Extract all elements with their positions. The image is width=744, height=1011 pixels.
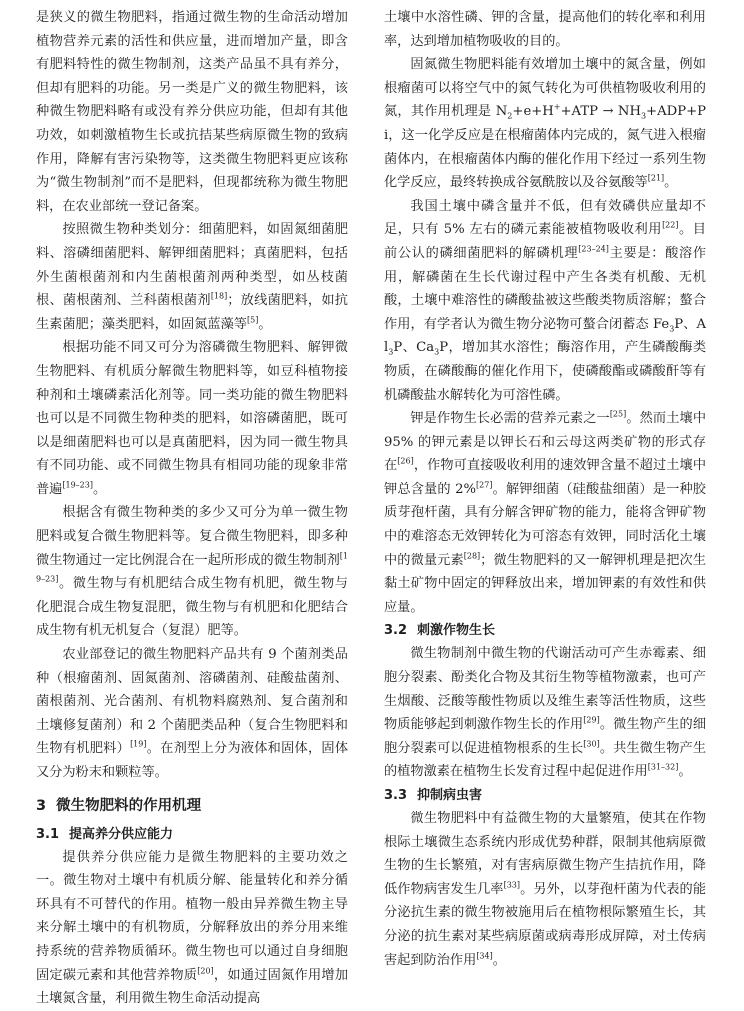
citation: [20] xyxy=(197,966,214,976)
right-column xyxy=(384,6,706,972)
subsection-heading: 3.2 刺激作物生长 xyxy=(384,623,496,639)
paragraph: 钾是作物生长必需的营养元素之一[25]。然而土壤中 95% 的钾元素是以钾长石和云母这两类矿物的形式存在[26]，作物可直接吸收利用的速效钾含量不超过土壤中钾总含量的 2%[27]。解钾细菌（硅酸盐细菌）是一种胶质芽孢杆菌，具有分解含钾矿物的能力，能将含钾矿物中的难溶态无效钾转化为可溶态有效钾，同时活化土壤中的微量元素[28]；微生物肥料的又一解钾机理是把次生黏土矿物中固定的钾释放出来，增加钾素的有效性和供应量。 xyxy=(384,409,707,615)
paragraph: 微生物肥料中有益微生物的大量繁殖，使其在作物根际土壤微生态系统内形成优势种群，限制其他病原微生物的生长繁殖，对有害病原微生物产生拮抗作用，降低作物病害发生几率[33]。另外，以芽孢杆菌为代表的能分泌抗生素的微生物被施用后在植物根际繁殖生长，其分泌的抗生素对某些病原菌或病毒形成屏障，对土传病害起到防治作用[34]。 xyxy=(384,811,707,968)
section-heading: 3 微生物肥料的作用机理 xyxy=(36,797,202,814)
subsection-heading: 3.1 提高养分供应能力 xyxy=(36,826,174,842)
citation: [34] xyxy=(476,951,493,961)
citation: [25] xyxy=(609,409,627,419)
citation: [19–23] xyxy=(36,551,348,584)
citation: [21] xyxy=(647,173,665,183)
citation: [26] xyxy=(397,456,414,466)
citation: [33] xyxy=(503,880,520,890)
paragraph: 是狭义的微生物肥料，指通过微生物的生命活动增加植物营养元素的活性和供应量，进而增加产量，即含有肥料特性的微生物制剂，这类产品虽不具有养分，但却有肥料的功能。另一类是广义的微生物肥料，该种微生物肥料略有或没有养分供应功能，但却有其他功效，如刺激植物生长或抗拮某些病原微生物的致病作用，降解有害污染物等，这类微生物肥料更应该称为“微生物制剂”而不是肥料，但现都统称为微生物肥料，在农业部统一登记备案。 xyxy=(36,10,348,214)
citation: [31–32] xyxy=(647,763,679,773)
citation: [27] xyxy=(476,480,493,490)
citation: [30] xyxy=(583,739,600,749)
paragraph: 根据功能不同又可分为溶磷微生物肥料、解钾微生物肥料、有机质分解微生物肥料等，如豆科植物接种剂和土壤磷素活化剂等。同一类功能的微生物肥料也可以是不同微生物种类的肥料，如溶磷菌肥，既可以是细菌肥料也可以是真菌肥料，因为同一微生物具有不同功能、或不同微生物具有相同功能的现象非常普遍[19–23]。 xyxy=(36,340,348,497)
paragraph: 固氮微生物肥料能有效增加土壤中的氮含量，例如根瘤菌可以将空气中的氮气转化为可供植物吸收利用的氮，其作用机理是 $N_2+e+H^++ATP \to NH_3+ADP+Pi$，这一化学反应是在根瘤菌体内完成的，氮气进入根瘤菌体内，在根瘤菌体内酶的催化作用下经过一系列生物化学反应，最终转换成谷氨酰胺以及谷氨酸等[21]。 xyxy=(384,57,706,191)
citation: [19–23] xyxy=(62,480,93,490)
left-column xyxy=(36,6,348,1011)
citation: [22] xyxy=(662,220,679,230)
paragraph: 微生物制剂中微生物的代谢活动可产生赤霉素、细胞分裂素、酚类化合物及其衍生物等植物激素，也可产生烟酸、泛酸等酸性物质以及维生素等活性物质，这些物质能够起到刺激作物生长的作用[29]。微生物产生的细胞分裂素可以促进植物根系的生长[30]。共生微生物产生的植物激素在植物生长发育过程中起促进作用[31–32]。 xyxy=(384,646,707,780)
paragraph: 提供养分供应能力是微生物肥料的主要功效之一。微生物对土壤中有机质分解、能量转化和养分循环具有不可替代的作用。植物一般由异养微生物主导来分解土壤中的有机物质，分解释放出的养分用来维持系统的营养物质循环。微生物也可以通过自身细胞固定碳元素和其他营养物质[20]，如通过固氮作用增加土壤氮含量，利用微生物生命活动提高 xyxy=(36,849,349,1007)
subsection-heading: 3.3 抑制病虫害 xyxy=(384,788,483,803)
citation: [28] xyxy=(463,551,481,561)
citation: [5] xyxy=(247,315,259,325)
citation: [18] xyxy=(210,291,228,301)
paragraph: 按照微生物种类划分：细菌肥料，如固氮细菌肥料、溶磷细菌肥料、解钾细菌肥料；真菌肥料，包括外生菌根菌剂和内生菌根菌剂两种类型，如丛枝菌根、菌根菌剂、兰科菌根菌剂[18]；放线菌肥料，如抗生素菌肥；藻类肥料，如固氮蓝藻等[5]。 xyxy=(36,222,348,332)
citation: [19] xyxy=(130,740,147,750)
citation: [23–24] xyxy=(578,244,609,254)
paragraph: 我国土壤中磷含量并不低，但有效磷供应量却不足，只有 5% 左右的磷元素能被植物吸收利用[22]。目前公认的磷细菌肥料的解磷机理[23–24]主要是：酸溶作用，解磷菌在生长代谢过程中产生各类有机酸、无机酸，土壤中难溶性的磷酸盐被这些酸类物质溶解；螯合作用，有学者认为微生物分泌物可螯合闭蓄态 $Fe_3P$、$Al_3P$、$Ca_3P$，增加其水溶性；酶溶作用，产生磷酸酶类物质，在磷酸酶的催化作用下，使磷酸酯或磷酸酐等有机磷酸盐水解转化为可溶性磷。 xyxy=(384,198,707,403)
paragraph: 土壤中水溶性磷、钾的含量，提高他们的转化率和利用率，达到增加植物吸收的目的。 xyxy=(384,10,706,49)
citation: [29] xyxy=(583,715,600,725)
paragraph: 农业部登记的微生物肥料产品共有 9 个菌剂类品种（根瘤菌剂、固氮菌剂、溶磷菌剂、硅酸盐菌剂、菌根菌剂、光合菌剂、有机物料腐熟剂、复合菌剂和土壤修复菌剂）和 2 个菌肥类品种（复合生物肥料和生物有机肥料）[19]。在剂型上分为液体和固体，固体又分为粉末和颗粒等。 xyxy=(36,647,349,780)
paragraph: 根据含有微生物种类的多少又可分为单一微生物肥料或复合微生物肥料等。复合微生物肥料，即多种微生物通过一定比例混合在一起所形成的微生物制剂[19–23]。微生物与有机肥结合成生物有机肥，微生物与化肥混合成生物复混肥，微生物与有机肥和化肥结合成生物有机无机复合（复混）肥等。 xyxy=(36,505,348,639)
